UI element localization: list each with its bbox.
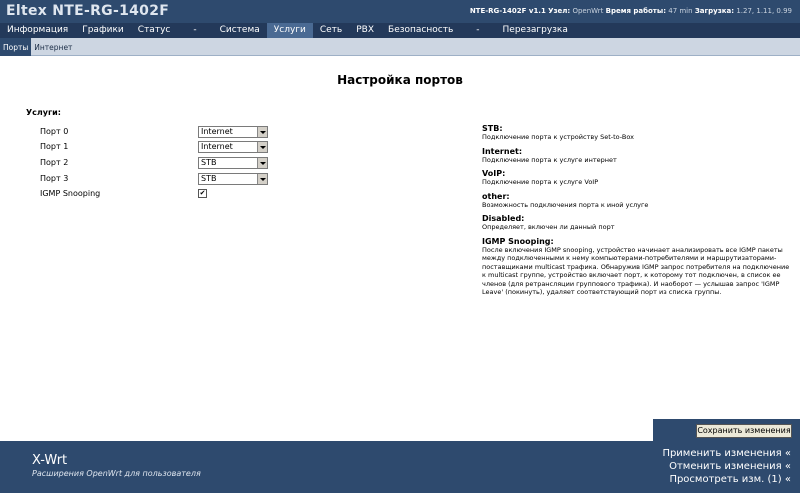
section-label: Услуги: bbox=[26, 108, 61, 117]
device-name: NTE-RG-1402F v1.1 bbox=[469, 7, 546, 15]
port-3-select[interactable] bbox=[198, 173, 268, 185]
help-desc: Подключение порта к устройству Set-to-Box bbox=[482, 133, 634, 141]
igmp-snooping-label: IGMP Snooping bbox=[40, 189, 101, 198]
port-2-value: STB bbox=[201, 158, 217, 167]
load-value: 1.27, 1.11, 0.99 bbox=[736, 7, 792, 15]
top-bar bbox=[0, 0, 800, 23]
sub-nav bbox=[0, 38, 800, 56]
nav-graphs[interactable]: Графики bbox=[82, 25, 124, 35]
footer bbox=[0, 441, 800, 493]
port-3-label: Порт 3 bbox=[40, 174, 69, 183]
nav-services[interactable]: Услуги bbox=[267, 23, 313, 38]
host-value: OpenWrt bbox=[572, 7, 604, 15]
nav-network[interactable]: Сеть bbox=[319, 25, 343, 35]
footer-tagline: Расширения OpenWrt для пользователя bbox=[32, 469, 201, 478]
page-title: Настройка портов bbox=[337, 73, 463, 87]
nav-system[interactable]: Система bbox=[219, 25, 260, 35]
uptime-value: 47 min bbox=[668, 7, 693, 15]
help-term: VoIP: bbox=[482, 169, 506, 178]
main-nav bbox=[0, 23, 800, 38]
help-desc: Подключение порта к услуге интернет bbox=[482, 155, 617, 164]
subnav-internet[interactable]: Интернет bbox=[34, 43, 73, 52]
app-title: Eltex NTE-RG-1402F bbox=[6, 3, 170, 19]
help-desc: Возможность подключения порта к иной услуге bbox=[482, 200, 649, 209]
igmp-snooping-checkbox[interactable] bbox=[198, 189, 207, 198]
uptime-label: Время работы: bbox=[605, 7, 666, 15]
port-2-label: Порт 2 bbox=[40, 158, 69, 167]
help-term: Disabled: bbox=[482, 214, 525, 223]
system-info bbox=[470, 7, 792, 15]
help-desc: Определяет, включен ли данный порт bbox=[482, 223, 615, 231]
help-term: IGMP Snooping: bbox=[482, 236, 554, 246]
help-panel bbox=[482, 122, 794, 302]
review-changes-link[interactable]: Просмотреть изм. (1) « bbox=[669, 474, 791, 485]
load-label: Загрузка: bbox=[694, 7, 735, 15]
help-term: STB: bbox=[482, 124, 503, 133]
nav-status[interactable]: Статус bbox=[137, 25, 171, 35]
port-3-value: STB bbox=[201, 174, 217, 183]
port-1-label: Порт 1 bbox=[40, 142, 69, 151]
port-0-label: Порт 0 bbox=[40, 127, 69, 136]
chevron-down-icon bbox=[257, 174, 267, 184]
nav-separator: - bbox=[476, 25, 480, 35]
footer-actions bbox=[662, 447, 791, 486]
apply-changes-link[interactable]: Применить изменения « bbox=[662, 448, 791, 459]
checkmark-icon: ✔ bbox=[199, 189, 206, 197]
help-term: Internet: bbox=[482, 146, 523, 156]
nav-security[interactable]: Безопасность bbox=[388, 25, 454, 35]
port-0-value: Internet bbox=[201, 127, 233, 136]
chevron-down-icon bbox=[257, 127, 267, 137]
nav-separator: - bbox=[193, 25, 197, 35]
help-desc: После включения IGMP snooping, устройство начинает анализировать все IGMP пакеты между подключенными к нему компьютерами-потребителями и маршрутизаторами-поставщиками multicast трафика. Обнаружив IGMP запрос потребителя на подключение к multicast группе, устройство включает порт, к которому тот подключен, в список ее членов (для ретрансляции группового трафика). И наоборот — услышав запрос 'IGMP Leave' (покинуть), удаляет соответствующий порт из списка группы. bbox=[482, 245, 790, 296]
port-2-select[interactable] bbox=[198, 157, 268, 169]
nav-info[interactable]: Информация bbox=[7, 25, 69, 35]
host-label: Узел: bbox=[548, 7, 571, 15]
subnav-ports[interactable]: Порты bbox=[0, 38, 31, 56]
port-1-value: Internet bbox=[201, 142, 233, 151]
save-changes-button[interactable]: Сохранить изменения bbox=[696, 424, 792, 438]
help-term: other: bbox=[482, 191, 510, 201]
footer-brand: X-Wrt bbox=[32, 453, 68, 468]
port-0-select[interactable] bbox=[198, 126, 268, 138]
chevron-down-icon bbox=[257, 142, 267, 152]
nav-pbx[interactable]: PBX bbox=[356, 25, 375, 35]
revert-changes-link[interactable]: Отменить изменения « bbox=[669, 461, 791, 472]
nav-reboot[interactable]: Перезагрузка bbox=[502, 25, 568, 35]
port-1-select[interactable] bbox=[198, 141, 268, 153]
help-desc: Подключение порта к услуге VoIP bbox=[482, 178, 599, 186]
chevron-down-icon bbox=[257, 158, 267, 168]
